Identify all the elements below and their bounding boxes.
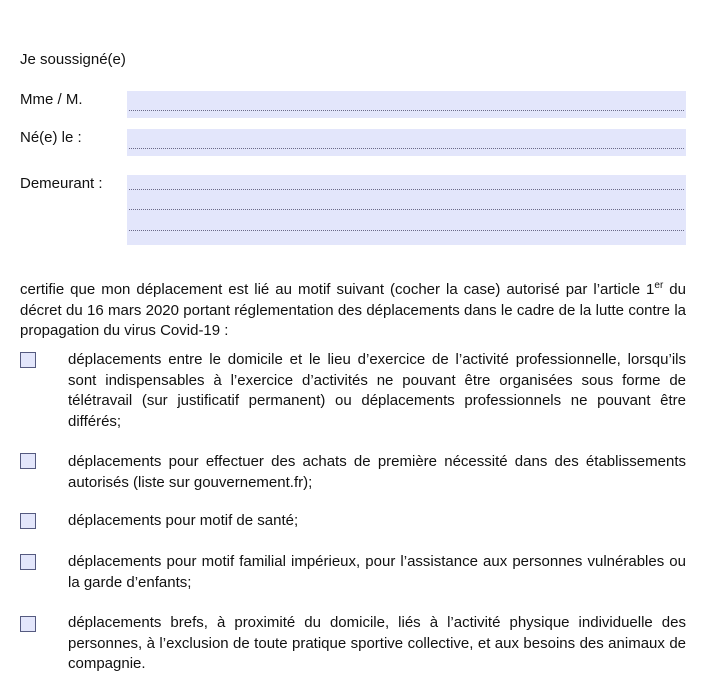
option-purchases-text: déplacements pour effectuer des achats de première nécessité dans des établissements autorisés (liste sur gouvernement.fr); bbox=[68, 453, 686, 491]
option-family-text: déplacements pour motif familial impérieux, pour l’assistance aux personnes vulnérables ou la garde d’enfants; bbox=[68, 553, 686, 591]
checkbox-health[interactable] bbox=[20, 513, 36, 529]
statement-text: certifie que mon déplacement est lié au motif suivant (cocher la case) autorisé par l’article 1 bbox=[20, 281, 655, 298]
dotted-line bbox=[129, 189, 684, 190]
checkbox-physical-activity[interactable] bbox=[20, 616, 36, 632]
birth-date-field[interactable] bbox=[127, 129, 686, 156]
dotted-line bbox=[129, 209, 684, 210]
option-professional-text: déplacements entre le domicile et le lieu d’exercice de l’activité professionnelle, lorsqu’ils sont indispensables à l’exercice d’activités ne pouvant être organisées sous forme de télétravail (sur justificatif permanent) ou déplacements professionnels ne pouvant être différés; bbox=[68, 351, 686, 430]
dotted-line bbox=[129, 110, 684, 111]
option-physical-activity-text: déplacements brefs, à proximité du domicile, liés à l’activité physique individuelle des personnes, à l’exclusion de toute pratique sportive collective, et aux besoins des animaux de compagnie. bbox=[68, 614, 686, 672]
option-health-text: déplacements pour motif de santé; bbox=[68, 512, 299, 529]
checkbox-professional[interactable] bbox=[20, 352, 36, 368]
name-label: Mme / M. bbox=[20, 91, 83, 108]
name-field[interactable] bbox=[127, 91, 686, 118]
statement-superscript: er bbox=[654, 280, 664, 291]
intro-text: Je soussigné(e) bbox=[20, 51, 126, 68]
address-label: Demeurant : bbox=[20, 175, 103, 192]
statement-paragraph bbox=[20, 280, 686, 342]
address-field[interactable] bbox=[127, 175, 686, 245]
dotted-line bbox=[129, 148, 684, 149]
statement-text-continued: du décret du 16 mars 2020 portant réglementation des déplacements dans le cadre de la lutte contre la propagation du virus Covid-19 : bbox=[20, 281, 686, 339]
dotted-line bbox=[129, 230, 684, 231]
birth-date-label: Né(e) le : bbox=[20, 129, 82, 146]
checkbox-purchases[interactable] bbox=[20, 453, 36, 469]
checkbox-family[interactable] bbox=[20, 554, 36, 570]
